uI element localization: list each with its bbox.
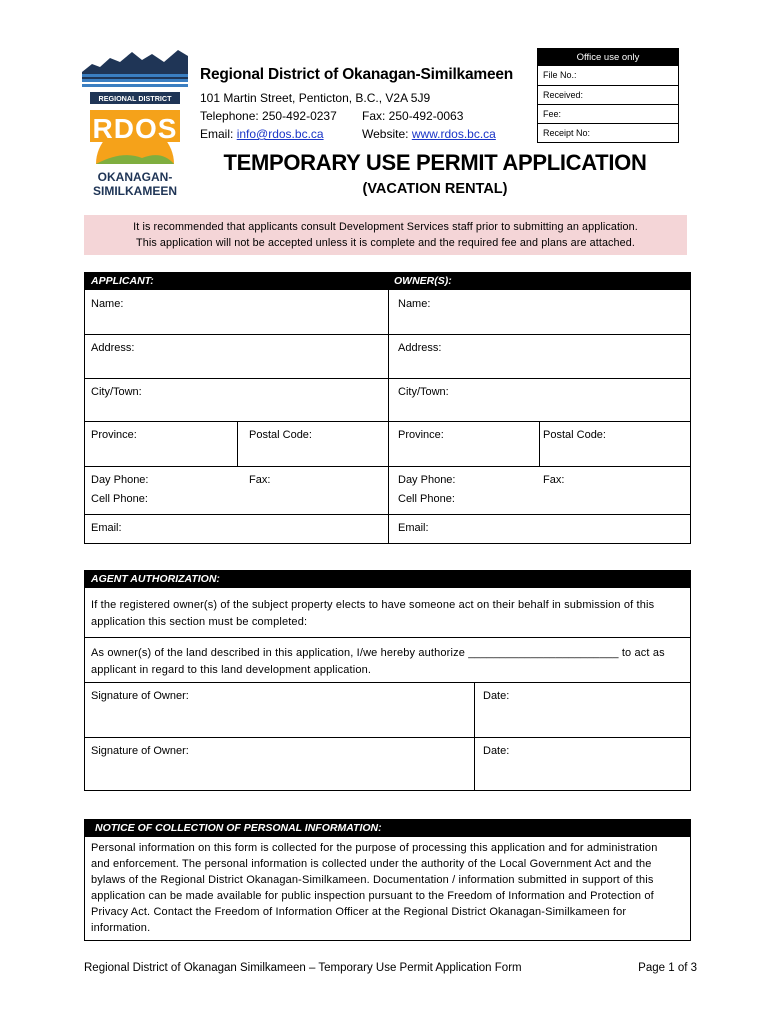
notice-line-1: It is recommended that applicants consult Development Services staff prior to submitting an application. bbox=[133, 221, 638, 233]
org-phone-row bbox=[200, 109, 530, 123]
applicant-province-field[interactable]: Province: bbox=[91, 429, 137, 441]
applicant-city-field[interactable]: City/Town: bbox=[91, 386, 142, 398]
rdos-logo bbox=[82, 50, 188, 200]
recommendation-notice bbox=[84, 215, 687, 255]
logo-water-2 bbox=[82, 79, 188, 82]
agent-authorize-text bbox=[85, 643, 690, 683]
owner-email-field[interactable]: Email: bbox=[398, 522, 429, 534]
logo-name-line1: OKANAGAN- bbox=[97, 170, 173, 184]
agent-authorize-line-2: applicant in regard to this land development application. bbox=[91, 664, 372, 676]
office-use-box bbox=[537, 48, 679, 143]
footer-document-title: Regional District of Okanagan Similkameen – Temporary Use Permit Application Form bbox=[84, 962, 522, 974]
logo-initials: RDOS bbox=[92, 113, 178, 144]
owner-fax-field[interactable]: Fax: bbox=[543, 474, 565, 486]
office-receipt-no[interactable]: Receipt No: bbox=[538, 123, 678, 142]
applicant-name-field[interactable]: Name: bbox=[91, 298, 124, 310]
applicant-postal-field[interactable]: Postal Code: bbox=[249, 429, 312, 441]
org-info bbox=[200, 66, 530, 141]
privacy-line-3: bylaws of the Regional District Okanagan-Similkameen. Documentation / information submitted in support of this bbox=[91, 874, 654, 886]
privacy-line-6: information. bbox=[91, 922, 151, 934]
logo-name-line2: SIMILKAMEEN bbox=[93, 184, 177, 198]
owner-name-field[interactable]: Name: bbox=[398, 298, 431, 310]
org-telephone: Telephone: 250-492-0237 bbox=[200, 109, 337, 123]
owner-province-field[interactable]: Province: bbox=[398, 429, 444, 441]
privacy-notice-section bbox=[84, 819, 691, 941]
privacy-line-1: Personal information on this form is collected for the purpose of processing this application and for administration bbox=[91, 842, 658, 854]
privacy-heading: NOTICE OF COLLECTION OF PERSONAL INFORMATION: bbox=[85, 820, 690, 837]
logo-band-text: REGIONAL DISTRICT bbox=[98, 94, 172, 103]
agent-authorization-section bbox=[84, 570, 691, 791]
owner-cell-phone-field[interactable]: Cell Phone: bbox=[398, 493, 455, 505]
office-fee[interactable]: Fee: bbox=[538, 104, 678, 123]
applicant-owner-table bbox=[84, 272, 691, 544]
org-fax: Fax: 250-492-0063 bbox=[362, 109, 464, 123]
owner-day-phone-field[interactable]: Day Phone: bbox=[398, 474, 456, 486]
agent-intro bbox=[85, 588, 690, 635]
org-email-label: Email: bbox=[200, 127, 237, 141]
notice-line-2: This application will not be accepted unless it is complete and the required fee and plans are attached. bbox=[136, 237, 635, 249]
page-title: TEMPORARY USE PERMIT APPLICATION bbox=[223, 150, 647, 175]
org-website-link[interactable]: www.rdos.bc.ca bbox=[411, 127, 496, 141]
org-address: 101 Martin Street, Penticton, B.C., V2A 5J9 bbox=[200, 91, 431, 105]
agent-intro-line-1: If the registered owner(s) of the subject property elects to have someone act on their behalf in submission of this bbox=[91, 599, 655, 611]
agent-authorize-line-1: As owner(s) of the land described in this application, I/we hereby authorize ________________________ to act as bbox=[91, 647, 665, 659]
footer-page-number: Page 1 of 3 bbox=[638, 962, 697, 974]
org-web-row bbox=[200, 127, 530, 141]
logo-water-1 bbox=[82, 74, 188, 77]
office-use-heading: Office use only bbox=[538, 49, 678, 66]
office-file-no[interactable]: File No.: bbox=[543, 70, 577, 80]
agent-intro-line-2: application this section must be completed: bbox=[91, 616, 308, 628]
owner-heading: OWNER(S): bbox=[388, 273, 690, 290]
owner-city-field[interactable]: City/Town: bbox=[398, 386, 449, 398]
applicant-heading: APPLICANT: bbox=[85, 273, 388, 290]
applicant-email-field[interactable]: Email: bbox=[91, 522, 122, 534]
org-email-link[interactable]: info@rdos.bc.ca bbox=[236, 127, 324, 141]
office-received[interactable]: Received: bbox=[538, 85, 678, 104]
owner-signature-2-field[interactable]: Signature of Owner: bbox=[91, 745, 189, 757]
owner-postal-field[interactable]: Postal Code: bbox=[543, 429, 606, 441]
owner-signature-1-field[interactable]: Signature of Owner: bbox=[91, 690, 189, 702]
owner-signature-2-date-field[interactable]: Date: bbox=[483, 745, 510, 757]
org-name: Regional District of Okanagan-Similkameen bbox=[200, 66, 514, 83]
applicant-fax-field[interactable]: Fax: bbox=[249, 474, 271, 486]
privacy-line-2: and enforcement. The personal information is collected under the authority of the Local Government Act and the bbox=[91, 858, 652, 870]
applicant-day-phone-field[interactable]: Day Phone: bbox=[91, 474, 149, 486]
owner-address-field[interactable]: Address: bbox=[398, 342, 442, 354]
org-website-label: Website: bbox=[362, 127, 412, 141]
owner-signature-1-date-field[interactable]: Date: bbox=[483, 690, 510, 702]
agent-heading: AGENT AUTHORIZATION: bbox=[85, 571, 690, 588]
applicant-cell-phone-field[interactable]: Cell Phone: bbox=[91, 493, 148, 505]
applicant-address-field[interactable]: Address: bbox=[91, 342, 135, 354]
privacy-text bbox=[85, 837, 690, 940]
page-subtitle: (VACATION RENTAL) bbox=[362, 181, 508, 197]
privacy-line-5: Privacy Act. Contact the Freedom of Information Officer at the Regional District Okanagan-Similkameen for bbox=[91, 906, 627, 918]
privacy-line-4: application can be made available for public inspection pursuant to the Freedom of Information and Protection of bbox=[91, 890, 654, 902]
logo-water-3 bbox=[82, 84, 188, 87]
